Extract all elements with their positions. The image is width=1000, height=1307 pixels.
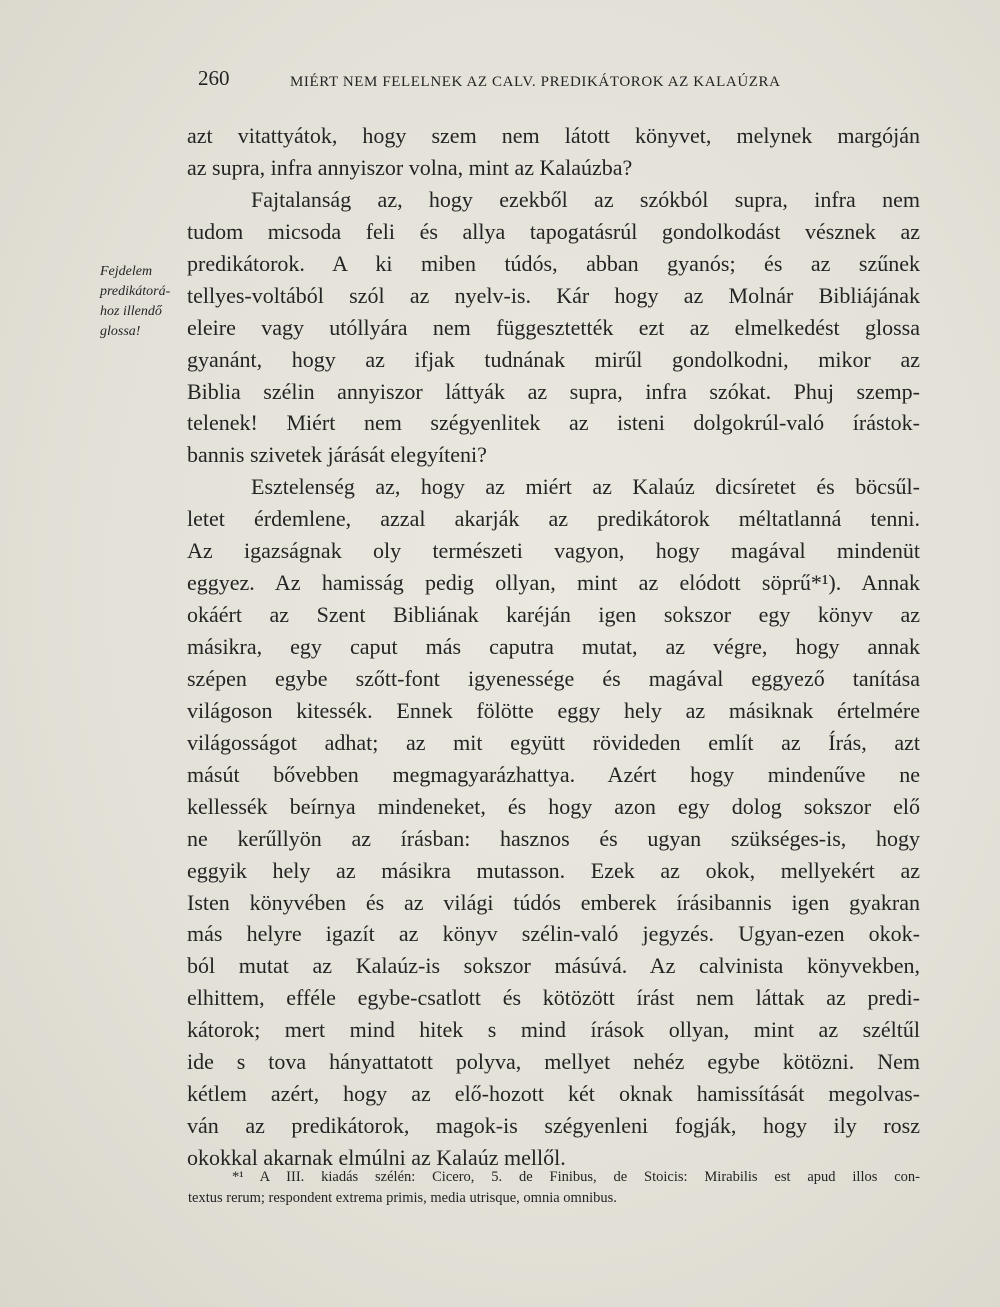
body-text xyxy=(187,120,920,1174)
page-number: 260 xyxy=(198,66,230,90)
body-line: elhittem, efféle egybe-csatlott és kötözött írást nem láttak az predi- xyxy=(187,985,920,1011)
running-head: MIÉRT NEM FELELNEK AZ CALV. PREDIKÁTOROK AZ KALAÚZRA xyxy=(290,74,781,90)
body-line: eleire vagy utóllyára nem függesztették ezt az elmelkedést glossa xyxy=(187,314,920,340)
body-line: Az igazságnak oly természeti vagyon, hogy magával mindenüt xyxy=(187,538,920,564)
body-line: kellessék beírnya mindeneket, és hogy azon egy dolog sokszor elő xyxy=(187,793,920,819)
body-line: ide s tova hányattatott polyva, mellyet nehéz egybe kötözni. Nem xyxy=(187,1049,920,1075)
body-line: kétlem azért, hogy az elő-hozott két oknak hamissítását megolvas- xyxy=(187,1081,920,1107)
body-line: ván az predikátorok, magok-is szégyenleni fogják, hogy ily rosz xyxy=(187,1113,920,1139)
margin-note-line: predikátorá- xyxy=(100,284,171,299)
margin-note-line: Fejdelem xyxy=(100,264,153,279)
footnote-line: textus rerum; respondent extrema primis, media utrisque, omnia omnibus. xyxy=(188,1190,617,1206)
body-line: okokkal akarnak elmúlni az Kalaúz mellől. xyxy=(187,1145,566,1170)
body-line: Esztelenség az, hogy az miért az Kalaúz dicsíretet és böcsűl- xyxy=(251,474,920,500)
body-line: másikra, egy caput más caputra mutat, az végre, hogy annak xyxy=(187,634,920,659)
body-line: szépen egybe szőtt-font igyenessége és magával eggyező tanítása xyxy=(187,665,920,691)
body-line: telenek! Miért nem szégyenlitek az isteni dolgokrúl-való írástok- xyxy=(187,410,920,436)
footnote-line: *¹ A III. kiadás szélén: Cicero, 5. de Finibus, de Stoicis: Mirabilis est apud illos con- xyxy=(232,1169,920,1185)
body-line: eggyez. Az hamisság pedig ollyan, mint az elódott söprű*¹). Annak xyxy=(187,570,920,596)
body-line: eggyik hely az másikra mutasson. Ezek az okok, mellyekért az xyxy=(187,857,920,883)
body-line: világosságot adhat; az mit együtt rövideden említ az Írás, azt xyxy=(187,729,920,755)
body-line: predikátorok. A ki miben túdós, abban gyanós; és az szűnek xyxy=(187,250,920,276)
body-line: Biblia szélin annyiszor láttyák az supra, infra szókat. Phuj szemp- xyxy=(187,378,920,404)
body-line: gyanánt, hogy az ifjak tudnának mirűl gondolkodni, mikor az xyxy=(187,346,920,372)
body-line: Isten könyvében és az világi túdós emberek írásibannis igen gyakran xyxy=(187,889,920,915)
margin-note xyxy=(100,262,186,342)
body-line: világoson kitessék. Ennek fölötte eggy hely az másiknak értelmére xyxy=(187,697,920,723)
body-line: bannis szivetek járását elegyíteni? xyxy=(187,442,487,468)
body-line: tellyes-voltából szól az nyelv-is. Kár hogy az Molnár Bibliájának xyxy=(187,282,920,308)
body-line: ból mutat az Kalaúz-is sokszor másúvá. Az calvinista könyvekben, xyxy=(187,953,920,979)
page-header xyxy=(195,66,920,98)
body-line: okáért az Szent Bibliának karéján igen sokszor egy könyv az xyxy=(187,602,920,628)
body-line: másút bővebben megmagyarázhattya. Azért hogy mindenűve ne xyxy=(187,761,920,787)
body-line: tudom micsoda feli és allya tapogatásrúl gondolkodást vésznek az xyxy=(187,218,920,244)
body-line: más helyre igazít az könyv szélin-való jegyzés. Ugyan-ezen okok- xyxy=(187,921,920,947)
body-line: kátorok; mert mind hitek s mind írások ollyan, mint az széltűl xyxy=(187,1017,920,1043)
body-line: Fajtalanság az, hogy ezekből az szókból supra, infra nem xyxy=(251,186,920,212)
body-line: az supra, infra annyiszor volna, mint az Kalaúzba? xyxy=(187,154,633,180)
body-line: ne kerűllyön az írásban: hasznos és ugyan szükséges-is, hogy xyxy=(187,825,920,851)
margin-note-line: glossa! xyxy=(100,324,141,339)
body-line: letet érdemlene, azzal akarják az predikátorok méltatlanná tenni. xyxy=(187,506,920,532)
margin-note-line: hoz illendő xyxy=(100,304,162,319)
footnote xyxy=(188,1167,920,1209)
body-line: azt vitattyátok, hogy szem nem látott könyvet, melynek margóján xyxy=(187,123,920,148)
